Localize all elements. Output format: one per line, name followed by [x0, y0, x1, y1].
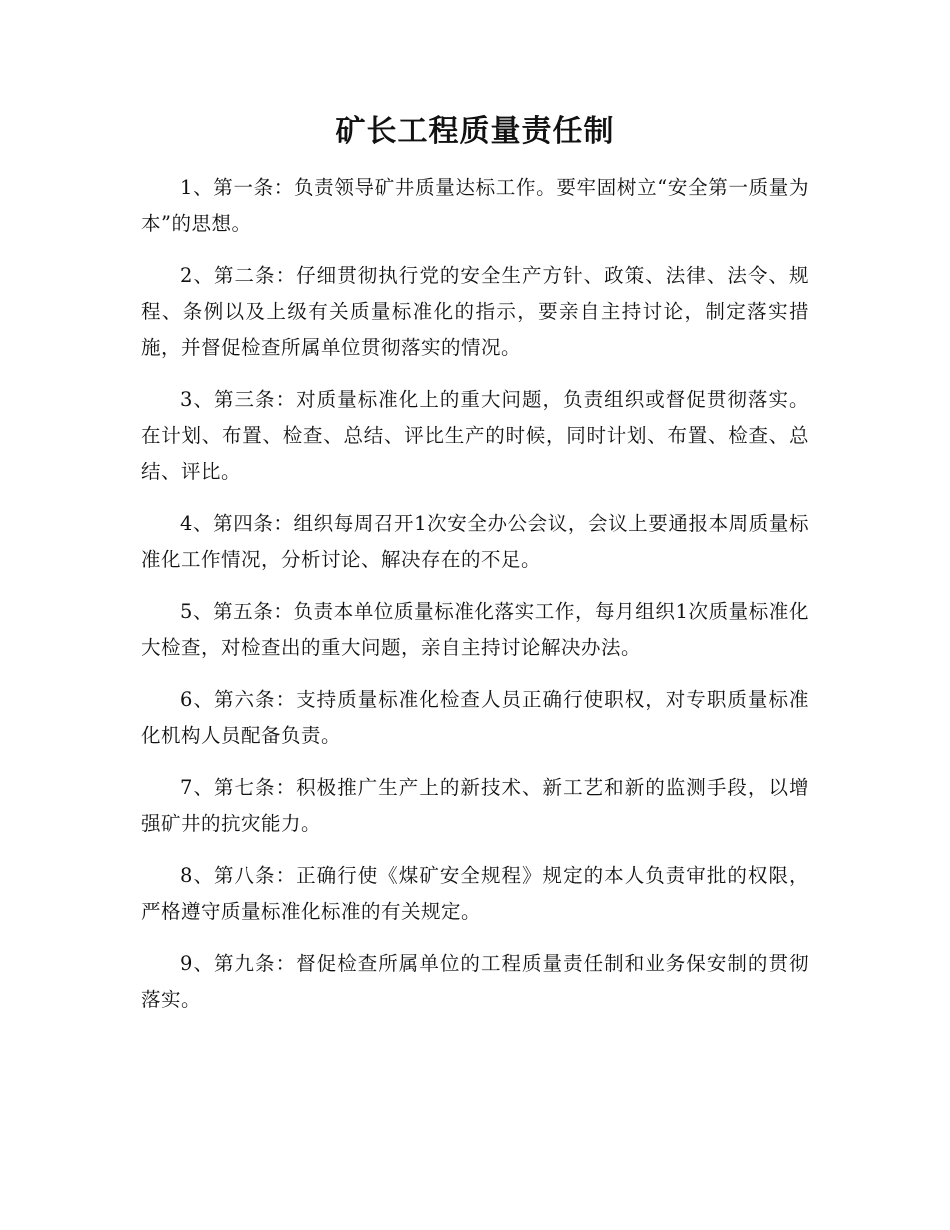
clause-1: 1、第一条：负责领导矿井质量达标工作。要牢固树立“安全第一质量为本”的思想。 — [141, 176, 809, 235]
clause-6: 6、第六条：支持质量标准化检查人员正确行使职权，对专职质量标准化机构人员配备负责。 — [141, 688, 809, 747]
document-page — [141, 0, 809, 1034]
document-title: 矿长工程质量责任制 — [335, 114, 615, 149]
clause-9: 9、第九条：督促检查所属单位的工程质量责任制和业务保安制的贯彻落实。 — [141, 952, 809, 1011]
clause-2: 2、第二条：仔细贯彻执行党的安全生产方针、政策、法律、法令、规程、条例以及上级有关质量标准化的指示，要亲自主持讨论，制定落实措施，并督促检查所属单位贯彻落实的情况。 — [141, 264, 809, 359]
clause-3: 3、第三条：对质量标准化上的重大问题，负责组织或督促贯彻落实。在计划、布置、检查、总结、评比生产的时候，同时计划、布置、检查、总结、评比。 — [141, 388, 809, 483]
clause-7: 7、第七条：积极推广生产上的新技术、新工艺和新的监测手段，以增强矿井的抗灾能力。 — [141, 776, 809, 835]
clause-list — [141, 170, 809, 1018]
clause-8: 8、第八条：正确行使《煤矿安全规程》规定的本人负责审批的权限，严格遵守质量标准化标准的有关规定。 — [141, 864, 809, 923]
clause-5: 5、第五条：负责本单位质量标准化落实工作，每月组织1次质量标准化大检查，对检查出的重大问题，亲自主持讨论解决办法。 — [141, 600, 809, 659]
clause-4: 4、第四条：组织每周召开1次安全办公会议，会议上要通报本周质量标准化工作情况，分析讨论、解决存在的不足。 — [141, 512, 809, 571]
